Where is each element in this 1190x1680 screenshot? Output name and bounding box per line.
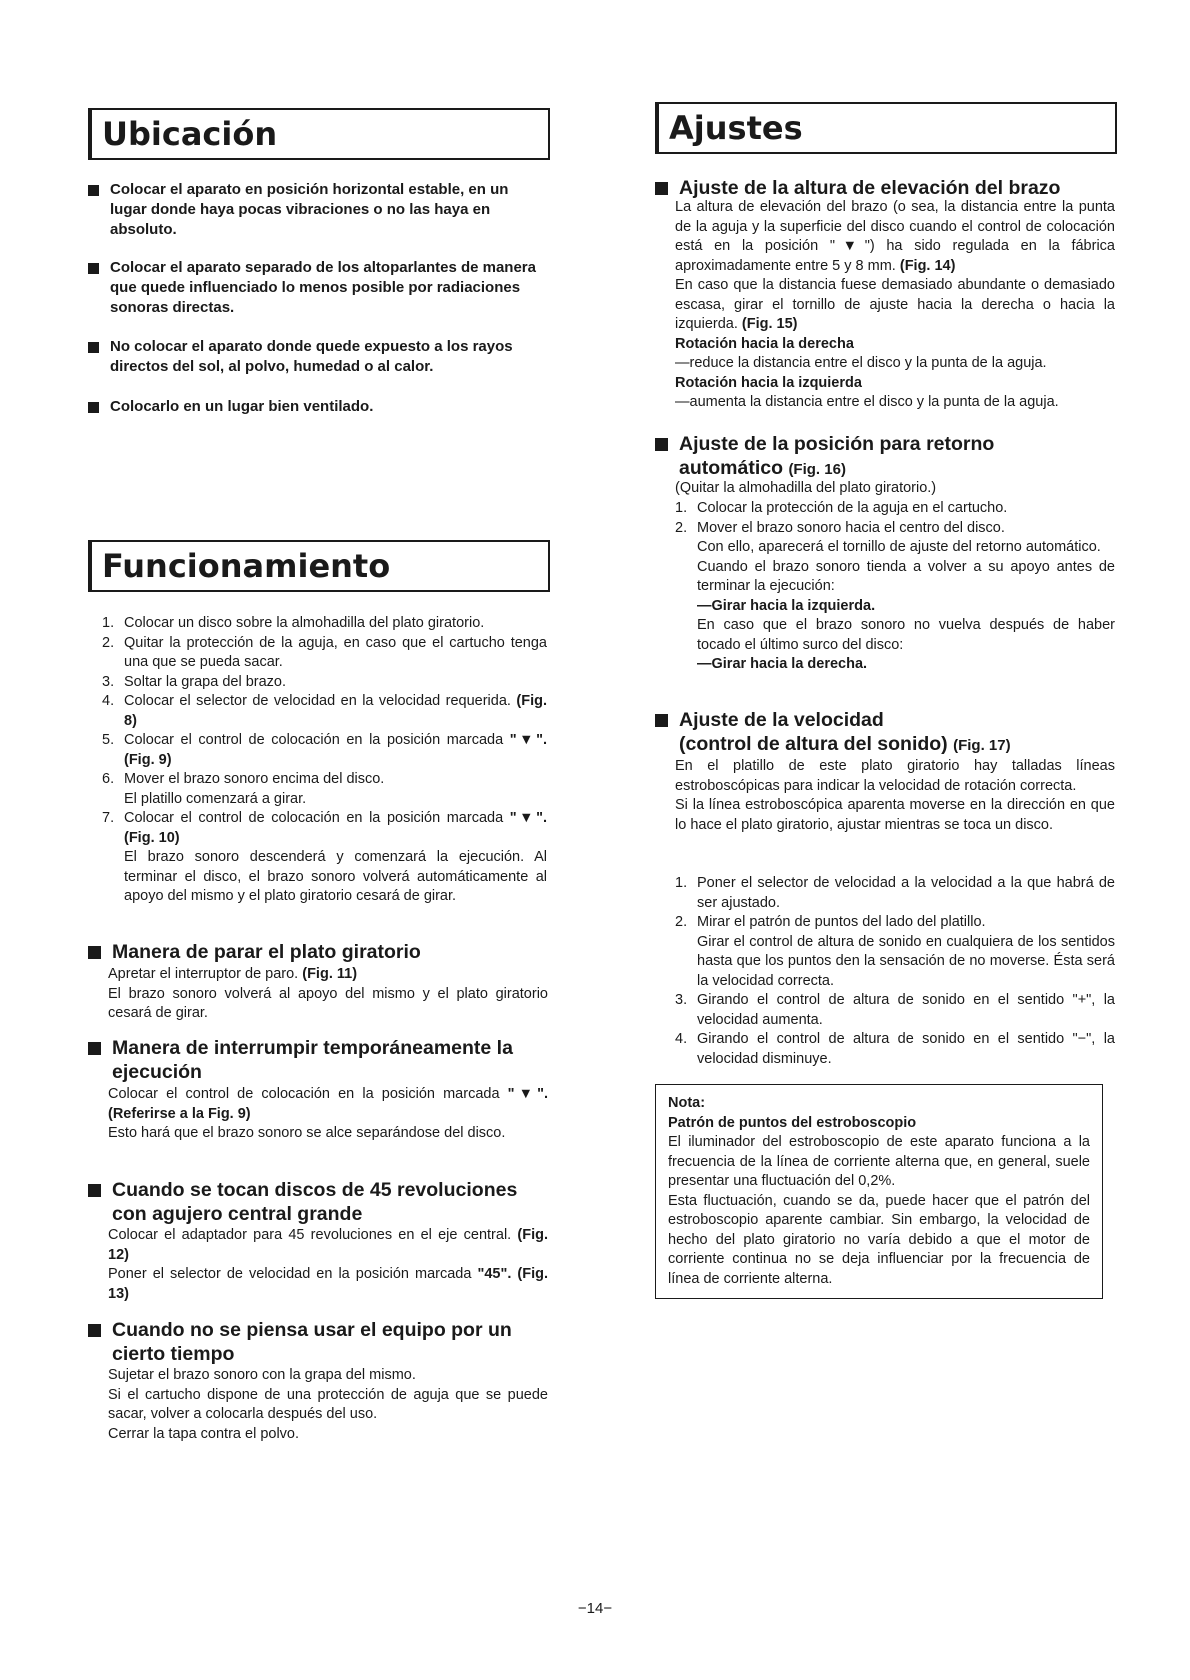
step-text: Colocar el control de colocación en la posición marcada bbox=[124, 732, 504, 748]
ubicacion-bullet-1 bbox=[88, 180, 548, 240]
altura-p1: La altura de elevación del brazo (o sea, la distancia entre la punta de la aguja y la superficie del disco cuando el control de colocación está en la posición "▼") ha sido regulada en la fábrica aproximadamente entre 5 y 8 mm. bbox=[675, 199, 1115, 274]
step-subtext: Cuando el brazo sonoro tienda a volver a su apoyo antes de terminar la ejecución: bbox=[697, 558, 1115, 594]
bullet-square-icon bbox=[88, 342, 99, 353]
heading-square-icon bbox=[88, 1324, 101, 1337]
step-text: Poner el selector de velocidad a la velocidad a la que habrá de ser ajustado. bbox=[697, 875, 1115, 911]
nota-label: Nota: bbox=[668, 1095, 706, 1111]
step-text: Mover el brazo sonoro encima del disco. bbox=[124, 771, 385, 787]
step-text: Mirar el patrón de puntos del lado del platillo. bbox=[697, 914, 986, 930]
figure-reference: "▼". (Fig. 10) bbox=[124, 810, 547, 846]
heading-text: Manera de parar el plato giratorio bbox=[112, 941, 421, 963]
heading-text-line2: (control de altura del sonido) bbox=[679, 733, 948, 755]
step-item bbox=[102, 731, 547, 770]
figure-reference: "▼". (Referirse a la Fig. 9) bbox=[108, 1086, 548, 1122]
ubicacion-bullet-3 bbox=[88, 337, 548, 377]
step-number: 2. bbox=[675, 914, 688, 930]
retorno-note: (Quitar la almohadilla del plato giratorio.) bbox=[675, 480, 937, 496]
rotacion-derecha-text: —reduce la distancia entre el disco y la punta de la aguja. bbox=[675, 355, 1047, 371]
step-item bbox=[675, 519, 1115, 675]
step-number: 4. bbox=[102, 693, 115, 709]
step-subtext: El platillo comenzará a girar. bbox=[124, 790, 307, 807]
heading-altura bbox=[655, 176, 1117, 200]
step-item bbox=[675, 991, 1115, 1030]
step-number: 4. bbox=[675, 1031, 688, 1047]
velocidad-steps bbox=[675, 874, 1115, 1069]
step-subtext: El brazo sonoro descenderá y comenzará la ejecución. Al terminar el disco, el brazo sonoro volverá automáticamente al apoyo del mismo y el plato giratorio cesará de girar. bbox=[124, 849, 547, 904]
figure-reference: (Fig. 12) bbox=[108, 1227, 549, 1263]
parar-line-1: Apretar el interruptor de paro. bbox=[108, 966, 299, 982]
step-text: Colocar la protección de la aguja en el cartucho. bbox=[697, 500, 1008, 516]
interrumpir-text bbox=[108, 1085, 548, 1144]
step-item bbox=[102, 809, 547, 907]
heading-text: Ajuste de la velocidad bbox=[679, 709, 884, 731]
heading-square-icon bbox=[655, 438, 668, 451]
bullet-square-icon bbox=[88, 402, 99, 413]
figure-reference: (Fig. 14) bbox=[899, 257, 956, 274]
heading-text: Ajuste de la posición para retorno automático bbox=[679, 433, 995, 479]
step-number: 1. bbox=[675, 500, 688, 516]
ubicacion-bullet-2 bbox=[88, 258, 548, 318]
step-number: 3. bbox=[675, 992, 688, 1008]
bullet-text: Colocar el aparato separado de los altoparlantes de manera que quede influenciado lo menos posible por radiaciones sonoras directas. bbox=[110, 259, 536, 316]
heading-velocidad bbox=[655, 708, 1117, 758]
step-text: Soltar la grapa del brazo. bbox=[124, 673, 287, 690]
nota-p2: Esta fluctuación, cuando se da, puede hacer que el patrón del estroboscopio aparente cambiar. Sin embargo, la velocidad de hecho del plato giratorio no varía debido a que el motor de corriente continua no se deja influenciar por la frecuencia de línea de corriente alterna. bbox=[668, 1192, 1090, 1287]
step-number: 3. bbox=[102, 673, 115, 690]
bullet-text: No colocar el aparato donde quede expuesto a los rayos directos del sol, al polvo, humedad o al calor. bbox=[110, 338, 513, 375]
rotacion-derecha-label: Rotación hacia la derecha bbox=[675, 335, 854, 352]
rotacion-izquierda-text: —aumenta la distancia entre el disco y la punta de la aguja. bbox=[675, 394, 1059, 410]
step-item bbox=[102, 692, 547, 731]
bullet-square-icon bbox=[88, 185, 99, 196]
velocidad-p2: Si la línea estroboscópica aparenta moverse en la dirección en que lo hace el plato giratorio, ajustar mientras se toca un disco. bbox=[675, 797, 1115, 833]
heading-square-icon bbox=[655, 182, 668, 195]
step-number: 2. bbox=[675, 519, 688, 536]
figure-reference: (Fig. 11) bbox=[302, 966, 358, 982]
bullet-text: Colocar el aparato en posición horizontal estable, en un lugar donde haya pocas vibraciones o no las haya en absoluto. bbox=[110, 181, 509, 238]
step-item bbox=[102, 614, 547, 634]
figure-reference: (Fig. 8) bbox=[124, 693, 547, 729]
heading-text: Ajuste de la altura de elevación del brazo bbox=[679, 177, 1061, 199]
figure-reference: (Fig. 15) bbox=[741, 316, 798, 332]
heading-square-icon bbox=[88, 1184, 101, 1197]
step-subtext: Con ello, aparecerá el tornillo de ajuste del retorno automático. bbox=[697, 539, 1101, 555]
ubicacion-bullet-4 bbox=[88, 397, 548, 417]
nota-box bbox=[655, 1084, 1103, 1299]
section-title-ajustes: Ajustes bbox=[655, 102, 1117, 154]
heading-square-icon bbox=[655, 714, 668, 727]
interrumpir-line-2: Esto hará que el brazo sonoro se alce separándose del disco. bbox=[108, 1125, 506, 1141]
discos45-line-1: Colocar el adaptador para 45 revoluciones en el eje central. bbox=[108, 1227, 512, 1243]
discos45-line-2: Poner el selector de velocidad en la posición marcada bbox=[108, 1266, 472, 1282]
step-item bbox=[675, 1030, 1115, 1069]
rotacion-izquierda-label: Rotación hacia la izquierda bbox=[675, 374, 862, 391]
page-number: −14− bbox=[577, 1600, 613, 1617]
step-number: 1. bbox=[102, 615, 115, 631]
nousar-line-2: Si el cartucho dispone de una protección de aguja que se puede sacar, volver a colocarla después del uso. bbox=[108, 1386, 548, 1422]
parar-line-2: El brazo sonoro volverá al apoyo del mismo y el plato giratorio cesará de girar. bbox=[108, 985, 548, 1021]
step-number: 6. bbox=[102, 771, 115, 787]
heading-parar bbox=[88, 940, 548, 964]
step-item bbox=[102, 673, 547, 693]
retorno-steps bbox=[675, 499, 1115, 675]
heading-discos45 bbox=[88, 1178, 548, 1226]
figure-reference: "▼". (Fig. 9) bbox=[124, 732, 547, 768]
step-item bbox=[675, 913, 1115, 991]
nousar-line-3: Cerrar la tapa contra el polvo. bbox=[108, 1425, 300, 1442]
step-text: Colocar un disco sobre la almohadilla del plato giratorio. bbox=[124, 615, 485, 631]
figure-reference: (Fig. 17) bbox=[953, 737, 1011, 754]
heading-interrumpir bbox=[88, 1036, 548, 1084]
figure-reference: "45". (Fig. 13) bbox=[108, 1266, 548, 1302]
heading-text: Cuando no se piensa usar el equipo por un cierto tiempo bbox=[112, 1319, 512, 1365]
step-instruction: —Girar hacia la izquierda. bbox=[697, 597, 876, 614]
step-subtext: Girar el control de altura de sonido en cualquiera de los sentidos hasta que los puntos den la sensación de no moverse. Ésta será la velocidad correcta. bbox=[697, 933, 1115, 989]
step-number: 5. bbox=[102, 732, 115, 748]
nousar-text bbox=[108, 1366, 548, 1444]
section-title-ubicacion: Ubicación bbox=[88, 108, 550, 160]
bullet-square-icon bbox=[88, 263, 99, 274]
discos45-text bbox=[108, 1226, 548, 1304]
section-title-funcionamiento: Funcionamiento bbox=[88, 540, 550, 592]
step-text: Mover el brazo sonoro hacia el centro del disco. bbox=[697, 519, 1005, 536]
heading-text: Cuando se tocan discos de 45 revoluciones con agujero central grande bbox=[112, 1179, 518, 1225]
heading-nousar bbox=[88, 1318, 548, 1366]
step-text: Quitar la protección de la aguja, en caso que el cartucho tenga una que se pueda sacar. bbox=[124, 634, 547, 670]
step-item bbox=[102, 634, 547, 673]
nota-p1: El iluminador del estroboscopio de este aparato funciona a la frecuencia de la línea de corriente alterna que, en general, suele presentar una fluctuación del 0,2%. bbox=[668, 1134, 1090, 1189]
heading-text: Manera de interrumpir temporáneamente la ejecución bbox=[112, 1037, 513, 1083]
step-instruction: —Girar hacia la derecha. bbox=[697, 656, 868, 672]
velocidad-p1: En el platillo de este plato giratorio hay talladas líneas estroboscópicas para indicar la velocidad de rotación correcta. bbox=[675, 758, 1115, 794]
heading-square-icon bbox=[88, 946, 101, 959]
altura-text bbox=[675, 198, 1115, 413]
altura-p2: En caso que la distancia fuese demasiado abundante o demasiado escasa, girar el tornillo de ajuste hacia la derecha o hacia la izquierda. bbox=[675, 277, 1115, 332]
step-subtext: En caso que el brazo sonoro no vuelva después de haber tocado el último surco del disco: bbox=[697, 617, 1115, 653]
step-text: Colocar el control de colocación en la posición marcada bbox=[124, 810, 504, 826]
step-text: Colocar el selector de velocidad en la velocidad requerida. bbox=[124, 693, 511, 709]
bullet-text: Colocarlo en un lugar bien ventilado. bbox=[110, 398, 374, 415]
step-item bbox=[675, 499, 1115, 519]
heading-retorno bbox=[655, 432, 1075, 482]
funcionamiento-steps bbox=[102, 614, 547, 907]
parar-text bbox=[108, 965, 548, 1024]
step-text: Girando el control de altura de sonido en el sentido "−", la velocidad disminuye. bbox=[697, 1031, 1115, 1067]
step-number: 1. bbox=[675, 875, 688, 891]
step-text: Girando el control de altura de sonido en el sentido "+", la velocidad aumenta. bbox=[697, 992, 1115, 1028]
interrumpir-line-1: Colocar el control de colocación en la posición marcada bbox=[108, 1086, 500, 1102]
nota-subtitle: Patrón de puntos del estroboscopio bbox=[668, 1114, 917, 1131]
step-number: 7. bbox=[102, 810, 115, 826]
step-number: 2. bbox=[102, 634, 115, 651]
heading-square-icon bbox=[88, 1042, 101, 1055]
nousar-line-1: Sujetar el brazo sonoro con la grapa del mismo. bbox=[108, 1367, 416, 1383]
velocidad-text bbox=[675, 757, 1115, 835]
step-item bbox=[675, 874, 1115, 913]
figure-reference: (Fig. 16) bbox=[788, 461, 846, 478]
step-item bbox=[102, 770, 547, 809]
